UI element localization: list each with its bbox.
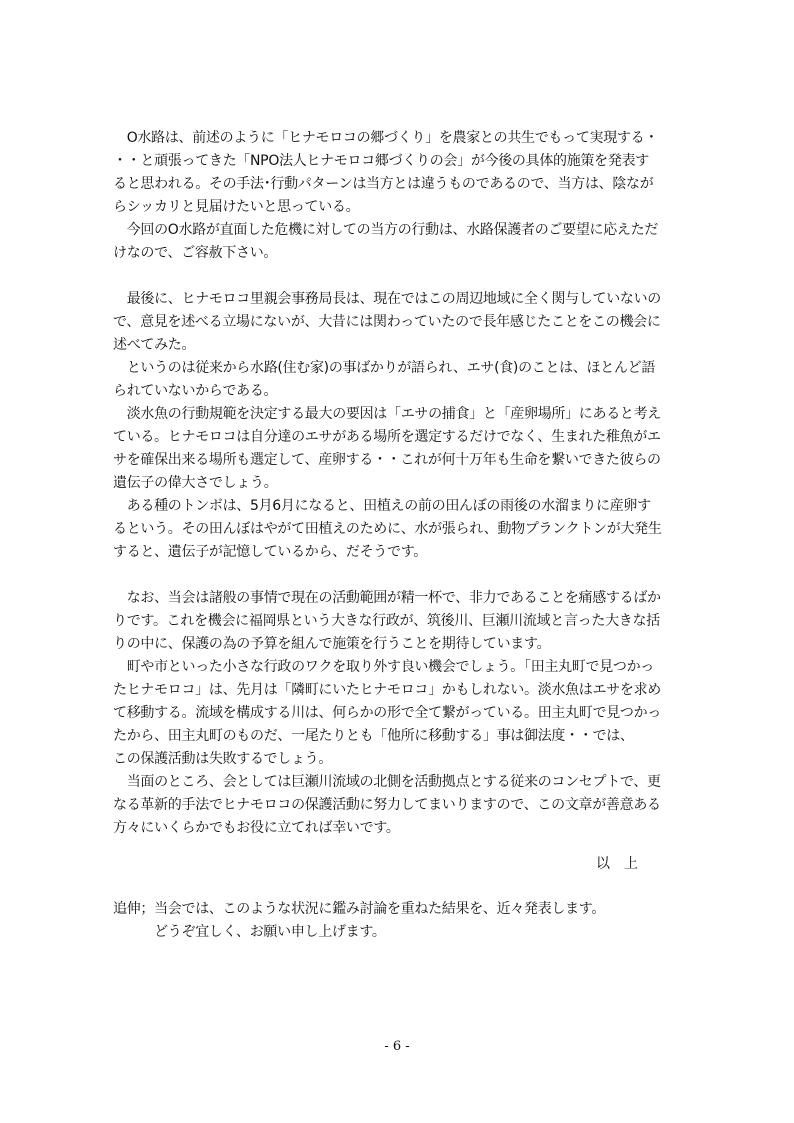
body-text-line: 述べてみた。 (113, 337, 196, 353)
body-text-line: というのは従来から水路(住む家)の事ばかりが語られ、エサ(食)のことは、ほとんど語 (113, 360, 656, 376)
body-text-line: ある種のトンボは、5月6月になると、田植えの前の田んぼの雨後の水溜まりに産卵す (113, 498, 651, 514)
body-text-line: 淡水魚の行動規範を決定する最大の要因は「エサの捕食」と「産卵場所」にあると考え (113, 406, 661, 422)
body-text-line: この保護活動は失敗するでしょう。 (113, 751, 333, 767)
body-text-line: ている。ヒナモロコは自分達のエサがある場所を選定するだけでなく、生まれた稚魚がエ (113, 429, 661, 445)
body-text-line: で、意見を述べる立場にないが、大昔には関わっていたので長年感じたことをこの機会に (113, 314, 661, 330)
page-number: - 6 - (384, 1039, 410, 1054)
body-text-line: 遺伝子の偉大さでしょう。 (113, 475, 278, 491)
postscript-line: どうぞ宜しく、お願い申し上げます。 (113, 924, 386, 940)
body-text-line: て移動する。流域を構成する川は、何らかの形で全て繋がっている。田主丸町で見つかっ (113, 705, 661, 721)
body-text-line: ると思われる。その手法･行動パターンは当方とは違うものであるので、当方は、陰なが (113, 176, 654, 192)
body-text-line: たから、田主丸町のものだ、一尾たりとも「他所に移動する」事は御法度・・では、 (113, 728, 634, 744)
body-text-line: 町や市といった小さな行政のワクを取り外す良い機会でしょう。「田主丸町で見つかっ (113, 659, 654, 675)
closing-text: 以 上 (596, 856, 638, 872)
body-text-line: なお、当会は諸般の事情で現在の活動範囲が精一杯で、非力であることを痛感するばか (113, 590, 661, 606)
body-text-line: サを確保出来る場所も選定して、産卵する・・これが何十万年も生命を繋いできた彼らの (113, 452, 661, 468)
postscript-line: 追伸；当会では、このような状況に鑑み討論を重ねた結果を、近々発表します。 (113, 901, 606, 917)
body-text-line: 当面のところ、会としては巨瀬川流域の北側を活動拠点とする従来のコンセプトで、更 (113, 774, 661, 790)
body-text-line: 方々にいくらかでもお役に立てれば幸いです。 (113, 820, 400, 836)
body-text-line: ・・と頑張ってきた「NPO法人ヒナモロコ郷づくりの会」が今後の具体的施策を発表す (113, 153, 649, 169)
body-text-line: 今回のO水路が直面した危機に対しての当方の行動は、水路保護者のご要望に応えただ (113, 222, 659, 238)
body-text-line: 最後に、ヒナモロコ里親会事務局長は、現在ではこの周辺地域に全く関与していないの (113, 291, 661, 307)
body-text-line: らシッカリと見届けたいと思っている。 (113, 199, 360, 215)
body-text-line: すると、遺伝子が記憶しているから、だそうです。 (113, 544, 427, 560)
body-text-line: けなので、ご容赦下さい。 (113, 245, 278, 261)
body-text-line: たヒナモロコ」は、先月は「隣町にいたヒナモロコ」かもしれない。淡水魚はエサを求め (113, 682, 661, 698)
body-text-line: りです。これを機会に福岡県という大きな行政が、筑後川、巨瀬川流域と言った大きな括 (113, 613, 660, 629)
body-text-line: るという。その田んぼはやがて田植えのために、水が張られ、動物プランクトンが大発生 (113, 521, 662, 537)
body-text-line: O水路は、前述のように「ヒナモロコの郷づくり」を農家との共生でもって実現する・ (113, 130, 659, 146)
body-text-line: なる革新的手法でヒナモロコの保護活動に努力してまいりますので、この文章が善意ある (113, 797, 661, 813)
body-text-line: られていないからである。 (113, 383, 278, 399)
body-text-line: りの中に、保護の為の予算を組んで施策を行うことを期待しています。 (113, 636, 551, 652)
